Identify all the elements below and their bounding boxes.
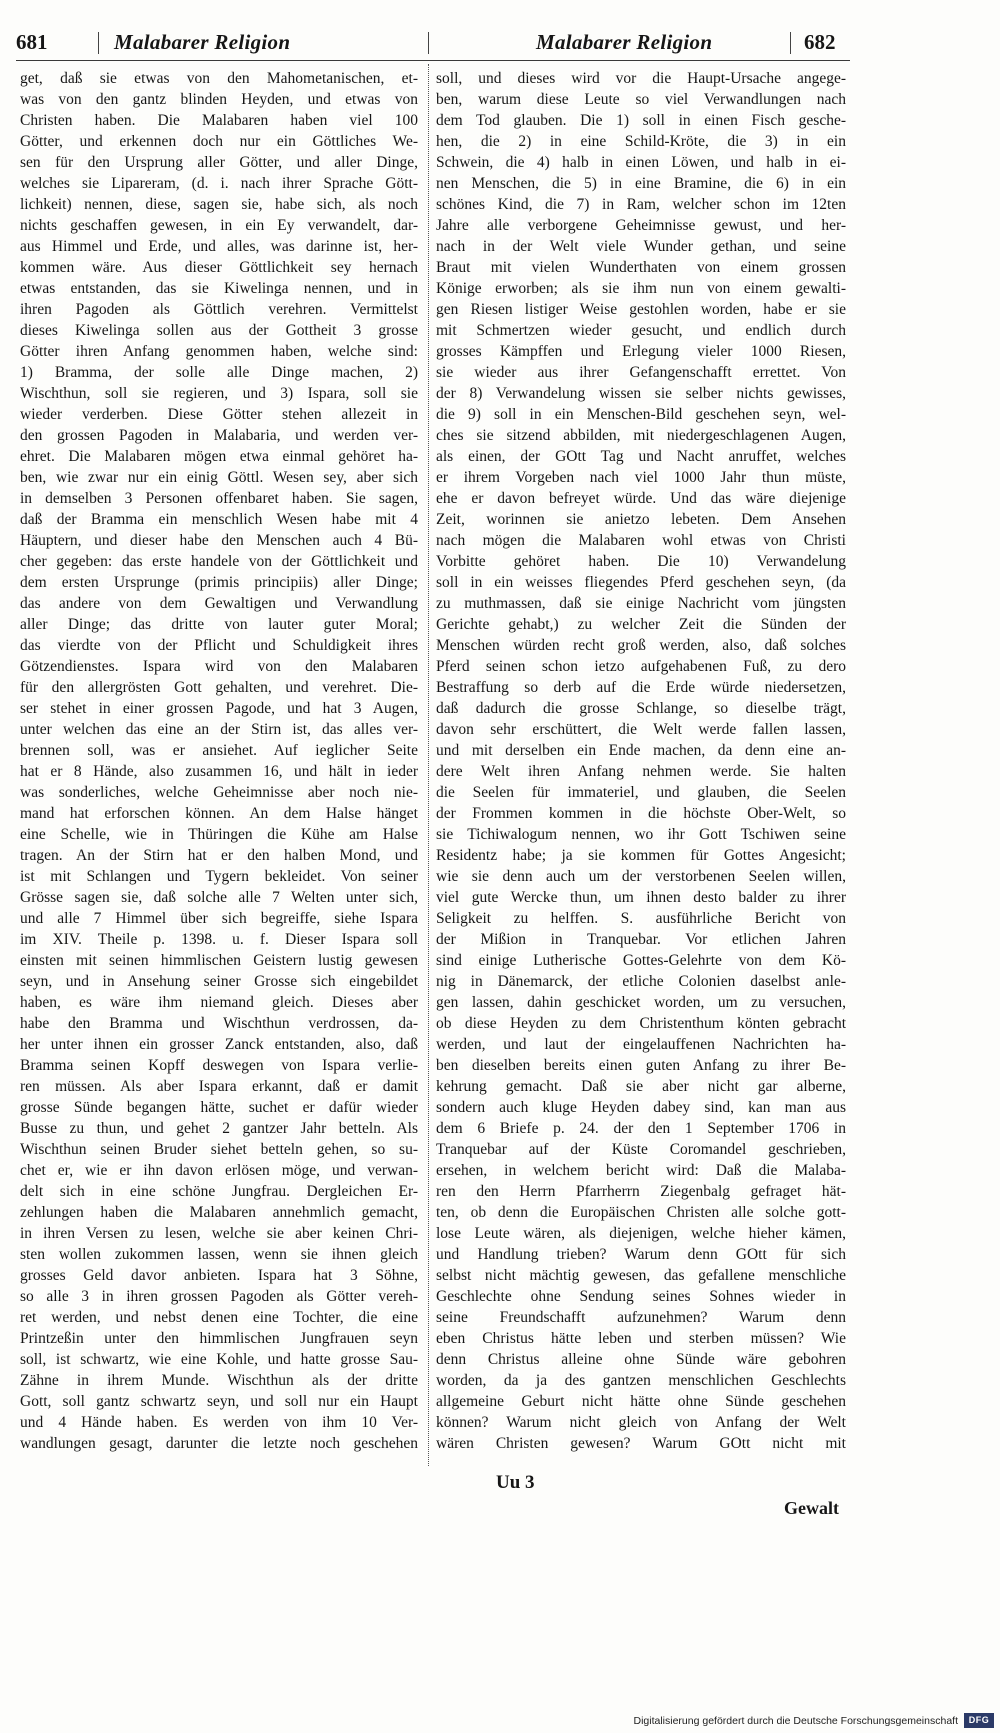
text-line: sind einige Lutherische Gottes-Gelehrte von dem Kö- [436, 952, 846, 969]
text-line: unter welchen das eine an der Stirn ist, das alles ver- [20, 721, 418, 738]
text-line: Busse zu thun, und gehet 2 gantzer Jahr betteln. Als [20, 1120, 418, 1137]
text-line: Bestraffung so derb auf die Erde würde niedersetzen, [436, 679, 846, 696]
text-line: und mit derselben ein Ende machen, da denn eine an- [436, 742, 846, 759]
text-line: Schwein, die 4) halb in einen Löwen, und halb in ei- [436, 154, 846, 171]
text-line: Menschen würden recht groß werden, also, daß solches [436, 637, 846, 654]
text-line: kommen wäre. Aus dieser Göttlichkeit sey hernach [20, 259, 418, 276]
header-center-divider [428, 32, 429, 54]
right-text-column [436, 68, 846, 1454]
text-line: Götter, und erkennen doch nur ein Göttliches We- [20, 133, 418, 150]
text-line: grosses Geld davor anbieten. Ispara hat 3 Söhne, [20, 1267, 418, 1284]
text-line: in ihren Versen zu lesen, welche sie aber keinen Chri- [20, 1225, 418, 1242]
text-line: Häuptern, und dieser habe den Menschen auch 4 Bü- [20, 532, 418, 549]
text-line: so alle 3 in ihren grossen Pagoden als Götter vereh- [20, 1288, 418, 1305]
header-divider [98, 32, 99, 54]
text-line: Gerichte gehabt,) zu welcher Zeit die Sünden der [436, 616, 846, 633]
text-line: daß dadurch die grosse Schlange, so dieselbe trägt, [436, 700, 846, 717]
text-line: dere Welt ihren Anfang nehmen werde. Sie halten [436, 763, 846, 780]
text-line: werden, und laut der eingelauffenen Nachrichten ha- [436, 1036, 846, 1053]
text-line: nichts geschaffen gewesen, in ein Ey verwandelt, dar- [20, 217, 418, 234]
text-line: ches sie sitzend abbilden, mit niedergeschlagenen Augen, [436, 427, 846, 444]
text-line: dem 6 Briefe p. 24. der den 1 September 1706 in [436, 1120, 846, 1137]
text-line: den grossen Pagoden in Malabaria, und werden ver- [20, 427, 418, 444]
text-line: als einen, der GOtt Tag und Nacht anruffet, welches [436, 448, 846, 465]
right-running-title: Malabarer Religion [536, 30, 713, 54]
catchword: Gewalt [784, 1498, 839, 1518]
text-line: Wischthun seinen Bruder siehet betteln gehen, so su- [20, 1141, 418, 1158]
text-line: Jahre alle verborgene Geheimnisse gewust, und her- [436, 217, 846, 234]
text-line: aller Dinge; das dritte von lauter guter Moral; [20, 616, 418, 633]
text-line: der Frommen kommen in die höchste Ober-Welt, so [436, 805, 846, 822]
signature-mark: Uu 3 [496, 1472, 535, 1493]
text-line: aus Himmel und Erde, und alles, was darinne ist, her- [20, 238, 418, 255]
text-line: das andere von dem Gewaltigen und Verwandlung [20, 595, 418, 612]
text-line: cher gegeben: das erste handele von der Göttlichkeit und [20, 553, 418, 570]
text-line: der Mißion in Tranquebar. Vor etlichen Jahren [436, 931, 846, 948]
text-line: Vorbitte gehöret haben. Die 10) Verwandelung [436, 553, 846, 570]
dfg-logo: DFG [964, 1713, 994, 1728]
text-line: Bramma seinen Kopff deswegen von Ispara verlie- [20, 1057, 418, 1074]
text-line: nen Menschen, die 5) in eine Bramine, die 6) in ein [436, 175, 846, 192]
text-line: die Seelen für immateriel, und glauben, die Seelen [436, 784, 846, 801]
text-line: allgemeine Geburt nicht hätte ohne Sünde geschehen [436, 1393, 846, 1410]
text-line: worden, da ja des gantzen menschlichen Geschlechts [436, 1372, 846, 1389]
text-line: kehrung gemacht. Daß sie aber nicht gar alberne, [436, 1078, 846, 1095]
text-line: soll in ein weisses fliegendes Pferd geschehen seyn, (da [436, 574, 846, 591]
text-line: ret werden, und nebst denen eine Tochter, die eine [20, 1309, 418, 1326]
header-rule [16, 60, 850, 61]
text-line: habe den Bramma und Wischthun verdrossen, da- [20, 1015, 418, 1032]
digitization-credit: Digitalisierung gefördert durch die Deutsche Forschungsgemeinschaft [633, 1715, 958, 1727]
text-line: gen Riesen listiger Weise gestohlen worden, habe er sie [436, 301, 846, 318]
text-line: wandlungen gesagt, darunter die letzte noch geschehen [20, 1435, 418, 1452]
text-line: ren den Herrn Pfarrherrn Ziegenbalg gefraget hät- [436, 1183, 846, 1200]
text-line: hat er 8 Hände, also zusammen 16, und hält in ieder [20, 763, 418, 780]
text-line: und 4 Hände haben. Es werden von ihm 10 Ver- [20, 1414, 418, 1431]
text-line: lose Leute wären, als diejenigen, welche hieher kämen, [436, 1225, 846, 1242]
text-line: Grösse sagen sie, daß solche alle 7 Welten unter sich, [20, 889, 418, 906]
text-line: delt sich in eine schöne Jungfrau. Dergleichen Er- [20, 1183, 418, 1200]
text-line: ob diese Heyden zu dem Christenthum könten gebracht [436, 1015, 846, 1032]
text-line: sie wieder aus ihrer Gefangenschafft errettet. Von [436, 364, 846, 381]
text-line: Wischthun, soll sie regieren, und 3) Ispara, soll sie [20, 385, 418, 402]
text-line: ihren Pagoden als Göttlich verehren. Vermittelst [20, 301, 418, 318]
text-line: daß der Bramma ein menschlich Wesen habe mit 4 [20, 511, 418, 528]
text-line: und Handlung trieben? Warum denn GOtt für sich [436, 1246, 846, 1263]
text-line: Zähne in ihrem Munde. Wischthun als der dritte [20, 1372, 418, 1389]
text-line: Götter ihren Anfang genommen haben, welche sind: [20, 343, 418, 360]
text-line: sen für den Ursprung aller Götter, und aller Dinge, [20, 154, 418, 171]
text-line: er ihrem Vorgeben nach viel 1000 Jahr thun müste, [436, 469, 846, 486]
text-line: im XIV. Theile p. 1398. u. f. Dieser Ispara soll [20, 931, 418, 948]
text-line: ben, wie zwar nur ein einig Göttl. Wesen sey, aber sich [20, 469, 418, 486]
text-line: mand hat erforschen können. An dem Halse hänget [20, 805, 418, 822]
text-line: mit Schmertzen wieder gesucht, und endlich durch [436, 322, 846, 339]
text-line: grosse Sünde begangen hätte, suchet er dafür wieder [20, 1099, 418, 1116]
text-line: Braut mit vielen Wunderthaten von einem grossen [436, 259, 846, 276]
text-line: nach mögen die Malabaren wohl etwas von Christi [436, 532, 846, 549]
text-line: welches sie Lipareram, (d. i. nach ihrer Sprache Gött- [20, 175, 418, 192]
text-line: chet er, wie er ihn davon erlösen möge, und verwan- [20, 1162, 418, 1179]
text-line: Gott, soll gantz schwartz seyn, und soll nur ein Haupt [20, 1393, 418, 1410]
text-line: zehlungen haben die Malabaren annehmlich gemacht, [20, 1204, 418, 1221]
text-line: grosses Kämpffen und Erlegung vieler 1000 Riesen, [436, 343, 846, 360]
text-line: Pferd seinen schon ietzo aufgehabenen Fuß, zu dero [436, 658, 846, 675]
text-line: Zeit, worinnen sie anietzo lebeten. Dem Ansehen [436, 511, 846, 528]
text-line: davon sehr erschüttert, die Welt werde fallen lassen, [436, 721, 846, 738]
text-line: dem ersten Ursprunge (primis principiis) aller Dinge; [20, 574, 418, 591]
text-line: selbst nicht mächtig gewesen, das gefallene menschliche [436, 1267, 846, 1284]
text-line: seyn, und in Ansehung seiner Grosse sich eingebildet [20, 973, 418, 990]
text-line: einsten mit seinen himmlischen Geistern lustig gewesen [20, 952, 418, 969]
text-line: ren müssen. Als aber Ispara erkannt, daß er damit [20, 1078, 418, 1095]
text-line: ist mit Schlangen und Tygern bekleidet. Von seiner [20, 868, 418, 885]
text-line: und alle 7 Himmel über sich begreiffe, siehe Ispara [20, 910, 418, 927]
text-line: denn Christus alleine ohne Sünde wäre gebohren [436, 1351, 846, 1368]
right-page-number: 682 [804, 30, 836, 54]
text-line: die 9) soll in ein Menschen-Bild geschehen seyn, wel- [436, 406, 846, 423]
text-line: her unter ihnen ein grosser Zanck entstanden, also, daß [20, 1036, 418, 1053]
text-line: zu muthmassen, daß sie einige Nachricht vom jüngsten [436, 595, 846, 612]
text-line: nach in der Welt viele Wunder gethan, und seine [436, 238, 846, 255]
text-line: ersehen, in welchem bericht wird: Daß die Malaba- [436, 1162, 846, 1179]
text-line: ten, ob denn die Europäischen Christen alle solche gott- [436, 1204, 846, 1221]
text-line: für den allergrösten Gott gehalten, und verehret. Die- [20, 679, 418, 696]
text-line: dem Tod glauben. Die 1) soll in einen Fisch gesche- [436, 112, 846, 129]
text-line: lichkeit) nennen, diese, sagen sie, habe sich, als noch [20, 196, 418, 213]
text-line: was von den gantz blinden Heyden, und etwas von [20, 91, 418, 108]
text-line: Printzeßin unter den himmlischen Jungfrauen seyn [20, 1330, 418, 1347]
column-divider [428, 64, 429, 1466]
text-line: eine Schelle, wie in Thüringen die Kühe am Halse [20, 826, 418, 843]
text-line: was sonderliches, welche Geheimnisse aber noch nie- [20, 784, 418, 801]
text-line: tragen. An der Stirn hat er den halben Mond, und [20, 847, 418, 864]
text-line: 1) Bramma, der solle alle Dinge machen, 2) [20, 364, 418, 381]
text-line: seine Freundschafft aufzunehmen? Warum denn [436, 1309, 846, 1326]
left-page-number: 681 [16, 30, 48, 54]
text-line: ehe er davon befreyet würde. Und das wäre diejenige [436, 490, 846, 507]
text-line: dieses Kiwelinga sollen aus der Gottheit 3 grosse [20, 322, 418, 339]
text-line: gen lassen, dahin geschicket worden, um zu versuchen, [436, 994, 846, 1011]
text-line: etwas entstanden, das sie Kiwelinga nennen, und in [20, 280, 418, 297]
text-line: Seligkeit zu helffen. S. ausführliche Bericht von [436, 910, 846, 927]
text-line: brennen soll, was er ansiehet. Auf ieglicher Seite [20, 742, 418, 759]
text-line: das vierdte von der Pflicht und Schuldigkeit ihres [20, 637, 418, 654]
text-line: Könige erworben; als sie ihm nun von einem gewalti- [436, 280, 846, 297]
text-line: sie Tichiwalogum nennen, wo ihr Gott Tschiwen seine [436, 826, 846, 843]
left-running-title: Malabarer Religion [114, 30, 291, 54]
text-line: ser stehet in einer grossen Pagode, und hat 3 Augen, [20, 700, 418, 717]
text-line: Geschlechte ohne Sendung seines Sohnes wieder in [436, 1288, 846, 1305]
header-divider [790, 32, 791, 54]
text-line: schönes Kind, die 7) in Ram, welcher schon im 12ten [436, 196, 846, 213]
text-line: get, daß sie etwas von den Mahometanischen, et- [20, 70, 418, 87]
text-line: ben dieselben bereits einen guten Anfang zu ihrer Be- [436, 1057, 846, 1074]
text-line: der 8) Verwandelung wissen sie selber nichts gewisses, [436, 385, 846, 402]
text-line: eben Christus hätte leben und sterben müssen? Wie [436, 1330, 846, 1347]
text-line: in demselben 3 Personen offenbaret haben. Sie sagen, [20, 490, 418, 507]
text-line: Götzendienstes. Ispara wird von den Malabaren [20, 658, 418, 675]
text-line: Residentz habe; ja sie kommen für Gottes Angesicht; [436, 847, 846, 864]
text-line: Tranquebar auf der Küste Coromandel geschrieben, [436, 1141, 846, 1158]
left-text-column [20, 68, 418, 1454]
text-line: ben, warum diese Leute so viel Verwandlungen nach [436, 91, 846, 108]
text-line: viel gute Wercke thun, um ihnen desto balder zu ihrer [436, 889, 846, 906]
text-line: soll, ist schwartz, wie eine Kohle, und hatte grosse Sau- [20, 1351, 418, 1368]
text-line: können? Warum nicht gleich von Anfang der Welt [436, 1414, 846, 1431]
text-line: wie sie denn auch um der verstorbenen Seelen willen, [436, 868, 846, 885]
text-line: hen, die 2) in eine Schild-Kröte, die 3) in ein [436, 133, 846, 150]
text-line: haben, es wäre ihm niemand gleich. Dieses aber [20, 994, 418, 1011]
text-line: sten wollen zukommen lassen, wenn sie ihnen gleich [20, 1246, 418, 1263]
text-line: Christen haben. Die Malabaren haben viel 100 [20, 112, 418, 129]
text-line: wären Christen gewesen? Warum GOtt nicht mit [436, 1435, 846, 1452]
text-line: wieder verderben. Diese Götter stehen allezeit in [20, 406, 418, 423]
text-line: ehret. Die Malabaren mögen etwa einmal gehöret ha- [20, 448, 418, 465]
text-line: soll, und dieses wird vor die Haupt-Ursache angege- [436, 70, 846, 87]
text-line: sondern auch kluge Heyden dabey sind, kan man aus [436, 1099, 846, 1116]
text-line: nig in Dänemarck, der etliche Colonien daselbst anle- [436, 973, 846, 990]
